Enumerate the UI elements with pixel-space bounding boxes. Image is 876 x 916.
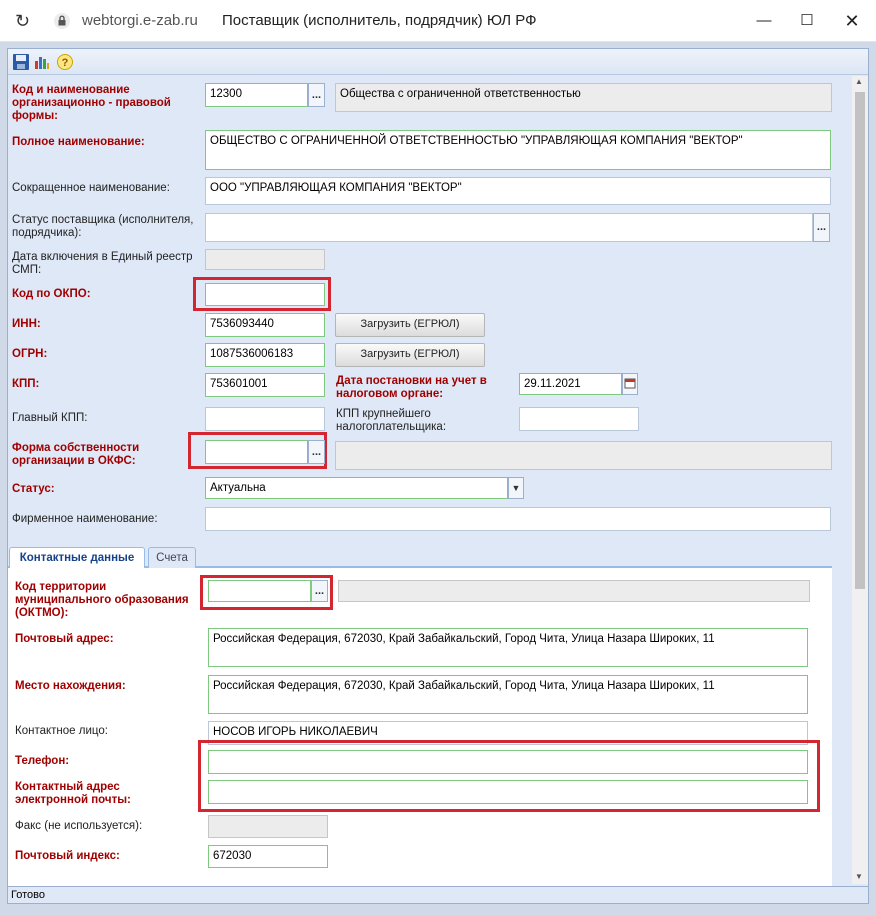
largest-kpp-input[interactable] [519, 407, 639, 431]
shortname-label: Сокращенное наименование: [12, 182, 170, 194]
tax-date-label: Дата постановки на учет в налоговом органе: [336, 375, 487, 400]
smp-date-field [205, 249, 325, 270]
load-egrul-inn-button[interactable]: Загрузить (ЕГРЮЛ) [335, 313, 485, 337]
opf-select-button[interactable]: ... [308, 83, 325, 107]
okfs-select-button[interactable]: ... [308, 440, 325, 464]
contact-label: Контактное лицо: [15, 725, 108, 737]
main-kpp-input[interactable] [205, 407, 325, 431]
fax-label: Факс (не используется): [15, 820, 143, 832]
close-icon[interactable]: ✕ [844, 11, 860, 31]
maximize-icon[interactable]: ☐ [800, 12, 814, 29]
fullname-input[interactable]: ОБЩЕСТВО С ОГРАНИЧЕННОЙ ОТВЕТСТВЕННОСТЬЮ "УПРАВЛЯЮЩАЯ КОМПАНИЯ "ВЕКТОР" [205, 130, 831, 170]
minimize-icon[interactable]: — [756, 12, 772, 29]
brand-input[interactable] [205, 507, 831, 531]
scrollbar-thumb[interactable] [855, 92, 865, 589]
scroll-down-icon[interactable]: ▼ [855, 872, 863, 881]
state-label: Статус: [12, 483, 55, 495]
scroll-up-icon[interactable]: ▲ [855, 77, 863, 86]
fax-field [208, 815, 328, 838]
ogrn-input[interactable]: 1087536006183 [205, 343, 325, 367]
postal-input[interactable]: Российская Федерация, 672030, Край Забайкальский, Город Чита, Улица Назара Широких, 11 [208, 628, 808, 667]
calendar-icon[interactable] [622, 373, 638, 395]
status-supplier-label: Статус поставщика (исполнителя, подрядчика): [12, 214, 194, 239]
zip-label: Почтовый индекс: [15, 850, 120, 862]
postal-label: Почтовый адрес: [15, 633, 114, 645]
oktmo-name-field [338, 580, 810, 602]
oktmo-label: Код территории муниципального образования (ОКТМО): [15, 581, 189, 619]
tab-accounts[interactable]: Счета [148, 547, 196, 568]
fullname-label: Полное наименование: [12, 136, 145, 148]
okfs-label: Форма собственности организации в ОКФС: [12, 442, 140, 467]
location-label: Место нахождения: [15, 680, 126, 692]
location-input[interactable]: Российская Федерация, 672030, Край Забайкальский, Город Чита, Улица Назара Широких, 11 [208, 675, 808, 714]
tax-date-input[interactable]: 29.11.2021 [519, 373, 622, 395]
phone-input[interactable] [208, 750, 808, 774]
main-kpp-label: Главный КПП: [12, 412, 88, 424]
okpo-input[interactable] [205, 283, 325, 306]
toolbar [8, 49, 868, 75]
window-title: Поставщик (исполнитель, подрядчик) ЮЛ РФ [222, 12, 537, 29]
zip-input[interactable]: 672030 [208, 845, 328, 868]
inn-input[interactable]: 7536093440 [205, 313, 325, 337]
kpp-label: КПП: [12, 378, 40, 390]
report-chart-icon[interactable] [33, 53, 51, 71]
oktmo-code-input[interactable] [208, 580, 311, 602]
lock-icon[interactable] [54, 13, 70, 29]
status-bar: Готово [8, 886, 868, 903]
okpo-label: Код по ОКПО: [12, 288, 91, 300]
okfs-name-field [335, 441, 832, 470]
largest-kpp-label: КПП крупнейшего налогоплательщика: [336, 408, 447, 433]
status-supplier-input[interactable] [205, 213, 813, 242]
oktmo-select-button[interactable]: ... [311, 580, 328, 602]
opf-label: Код и наименование организационно - правовой формы: [12, 84, 171, 122]
url-text: webtorgi.e-zab.ru [82, 12, 198, 29]
svg-text:?: ? [61, 57, 69, 69]
opf-name-field: Общества с ограниченной ответственностью [335, 83, 832, 112]
email-input[interactable] [208, 780, 808, 804]
refresh-icon[interactable]: ↻ [15, 11, 31, 31]
chevron-down-icon[interactable]: ▼ [508, 477, 524, 499]
smp-date-label: Дата включения в Единый реестр СМП: [12, 251, 193, 276]
inn-label: ИНН: [12, 318, 41, 330]
status-supplier-select-button[interactable]: ... [813, 213, 830, 242]
contact-input[interactable]: НОСОВ ИГОРЬ НИКОЛАЕВИЧ [208, 721, 808, 745]
okfs-code-input[interactable] [205, 440, 308, 464]
load-egrul-ogrn-button[interactable]: Загрузить (ЕГРЮЛ) [335, 343, 485, 367]
kpp-input[interactable]: 753601001 [205, 373, 325, 397]
save-icon[interactable] [12, 53, 30, 71]
brand-label: Фирменное наименование: [12, 513, 158, 525]
ogrn-label: ОГРН: [12, 348, 48, 360]
email-label: Контактный адрес электронной почты: [15, 781, 131, 806]
phone-label: Телефон: [15, 755, 70, 767]
opf-code-input[interactable]: 12300 [205, 83, 308, 107]
help-icon[interactable] [56, 53, 74, 71]
tab-contacts[interactable]: Контактные данные [9, 547, 145, 570]
state-select[interactable]: Актуальна [205, 477, 508, 499]
shortname-input[interactable]: ООО "УПРАВЛЯЮЩАЯ КОМПАНИЯ "ВЕКТОР" [205, 177, 831, 205]
